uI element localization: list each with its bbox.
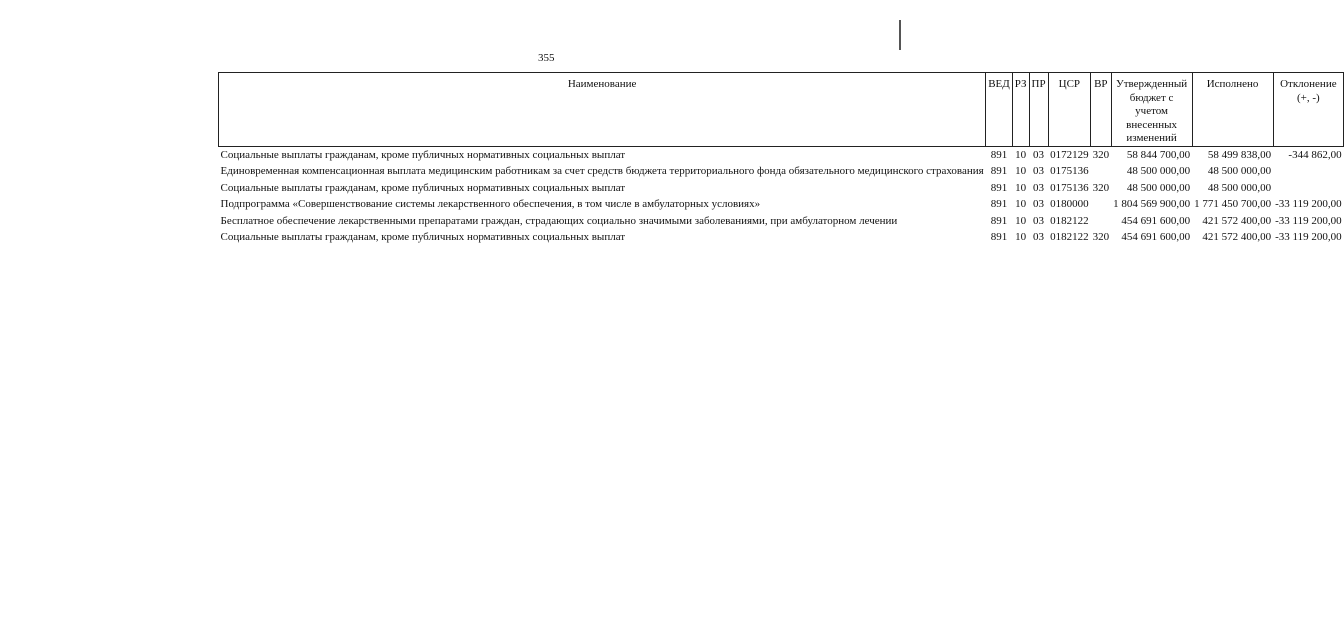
- row-csr: 0175136: [1050, 165, 1089, 177]
- table-row: [219, 165, 1344, 182]
- row-csr: 0180000: [1050, 198, 1089, 210]
- row-csr: 0175136: [1050, 181, 1089, 194]
- row-pr: 03: [1033, 148, 1045, 161]
- header-pr: ПР: [1029, 73, 1048, 147]
- row-executed: 421 572 400,00: [1202, 231, 1272, 243]
- row-approved: 48 500 000,00: [1126, 165, 1191, 177]
- header-approved: Утвержденный бюджет с учетом внесенных изменений: [1111, 73, 1192, 147]
- header-ved: ВЕД: [986, 73, 1013, 147]
- row-ved: 891: [990, 165, 1008, 177]
- header-csr: ЦСР: [1048, 73, 1091, 147]
- table-row: [219, 215, 1344, 232]
- row-deviation: -344 862,00: [1288, 148, 1342, 161]
- row-approved: 48 500 000,00: [1126, 181, 1191, 194]
- header-name: Наименование: [219, 73, 986, 147]
- row-deviation: [1273, 165, 1344, 182]
- row-name: Социальные выплаты гражданам, кроме публичных нормативных социальных выплат: [220, 231, 626, 243]
- row-rz: 10: [1015, 198, 1027, 210]
- row-vr: 320: [1092, 148, 1110, 161]
- table-row: [219, 198, 1344, 215]
- row-pr: 03: [1033, 181, 1045, 194]
- row-csr: 0182122: [1050, 214, 1089, 227]
- row-approved: 58 844 700,00: [1126, 148, 1191, 161]
- row-deviation: -33 119 200,00: [1275, 231, 1342, 243]
- row-rz: 10: [1015, 148, 1027, 161]
- row-csr: 0172129: [1050, 148, 1089, 161]
- table-row: [219, 182, 1344, 199]
- row-vr: 320: [1092, 231, 1110, 243]
- table-row: [219, 146, 1344, 165]
- row-executed: 421 572 400,00: [1202, 214, 1272, 227]
- row-vr: [1091, 165, 1112, 182]
- row-name: Социальные выплаты гражданам, кроме публичных нормативных социальных выплат: [220, 148, 626, 161]
- row-vr: 320: [1092, 181, 1110, 194]
- row-pr: 03: [1033, 165, 1045, 177]
- table-row: [219, 231, 1344, 248]
- header-executed: Исполнено: [1192, 73, 1273, 147]
- row-approved: 1 804 569 900,00: [1113, 198, 1191, 210]
- row-rz: 10: [1015, 231, 1027, 243]
- row-ved: 891: [990, 214, 1008, 227]
- row-ved: 891: [990, 181, 1008, 194]
- row-name: Подпрограмма «Совершенствование системы лекарственного обеспечения, в том числе в амбулаторных условиях»: [220, 198, 761, 210]
- row-executed: 48 500 000,00: [1207, 165, 1272, 177]
- table-header-row: [219, 73, 1344, 147]
- row-deviation: [1273, 182, 1344, 199]
- row-pr: 03: [1033, 214, 1045, 227]
- row-name: Социальные выплаты гражданам, кроме публичных нормативных социальных выплат: [220, 181, 626, 194]
- row-executed: 58 499 838,00: [1207, 148, 1272, 161]
- row-vr: [1091, 215, 1112, 232]
- row-approved: 454 691 600,00: [1121, 231, 1191, 243]
- row-csr: 0182122: [1050, 231, 1089, 243]
- row-ved: 891: [990, 231, 1008, 243]
- header-vr: ВР: [1091, 73, 1112, 147]
- row-ved: 891: [990, 148, 1008, 161]
- row-vr: [1091, 198, 1112, 215]
- row-deviation: -33 119 200,00: [1275, 198, 1342, 210]
- row-executed: 1 771 450 700,00: [1194, 198, 1272, 210]
- row-executed: 48 500 000,00: [1207, 181, 1272, 194]
- row-deviation: -33 119 200,00: [1275, 214, 1342, 227]
- row-name: Единовременная компенсационная выплата медицинским работникам за счет средств бюджета территориального фонда обязательного медицинского страхования: [220, 165, 984, 177]
- row-rz: 10: [1015, 181, 1027, 194]
- row-approved: 454 691 600,00: [1121, 214, 1191, 227]
- page-number: 355: [538, 52, 555, 64]
- header-rz: РЗ: [1012, 73, 1029, 147]
- budget-table: [218, 72, 1344, 248]
- row-rz: 10: [1015, 214, 1027, 227]
- row-pr: 03: [1033, 231, 1045, 243]
- row-name: Бесплатное обеспечение лекарственными препаратами граждан, страдающих социально значимыми заболеваниями, при амбулаторном лечении: [220, 214, 898, 227]
- header-deviation: Отклонение (+, -): [1273, 73, 1344, 147]
- row-rz: 10: [1015, 165, 1027, 177]
- row-ved: 891: [990, 198, 1008, 210]
- row-pr: 03: [1033, 198, 1045, 210]
- scan-edge-mark: [899, 20, 901, 50]
